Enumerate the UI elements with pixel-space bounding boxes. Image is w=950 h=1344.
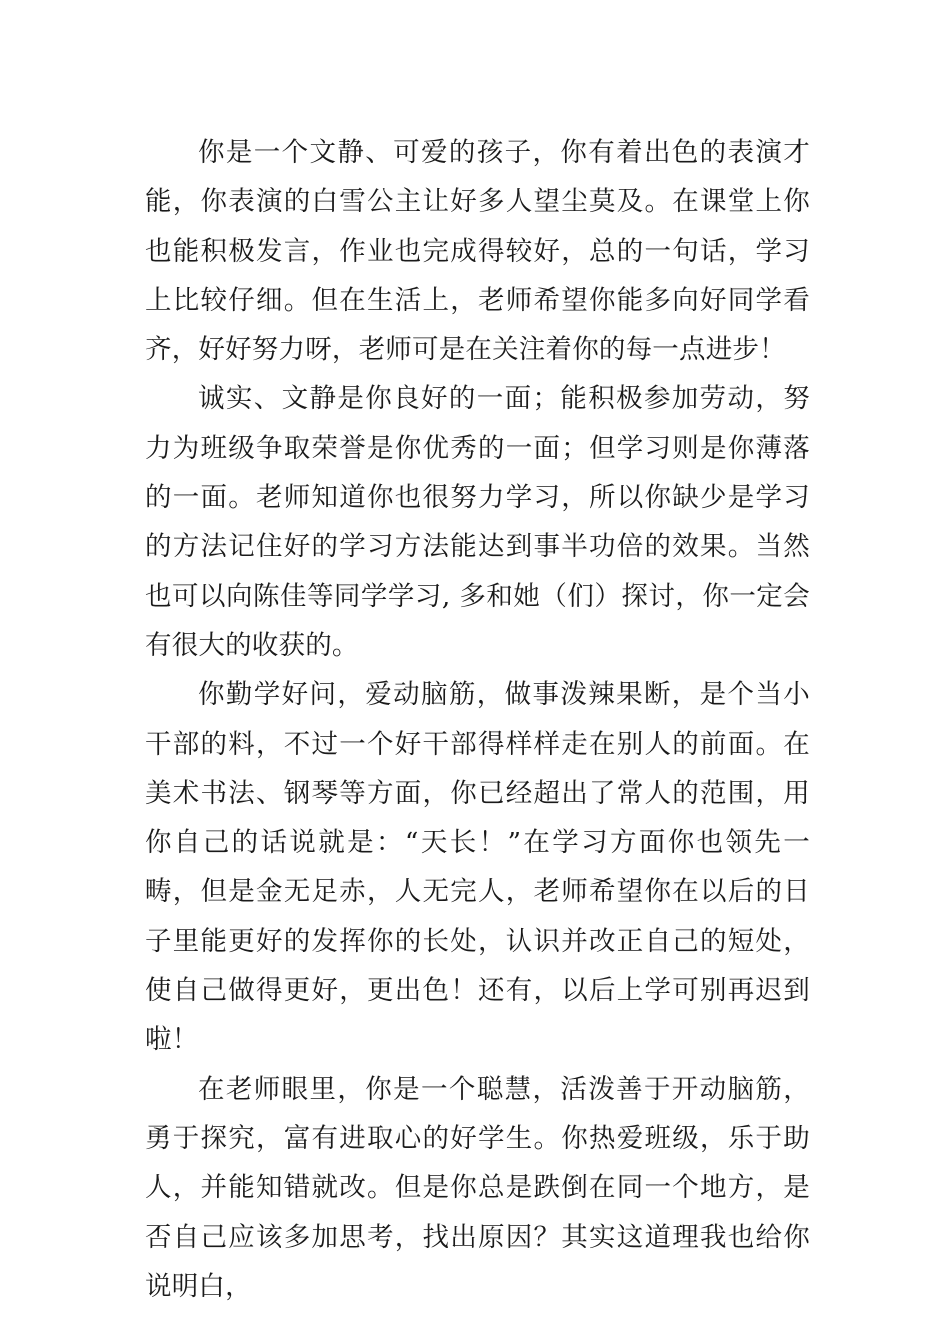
paragraph-3: 你勤学好问，爱动脑筋，做事泼辣果断，是个当小干部的料，不过一个好干部得样样走在别人的前面。在美术书法、钢琴等方面，你已经超出了常人的范围，用你自己的话说就是：“天长！”在学习方面你也领先一畴，但是金无足赤，人无完人，老师希望你在以后的日子里能更好的发挥你的长处，认识并改正自己的短处，使自己做得更好，更出色！还有，以后上学可别再迟到啦！ [145,679,810,1056]
paragraph-4: 在老师眼里，你是一个聪慧，活泼善于开动脑筋，勇于探究，富有进取心的好学生。你热爱班级，乐于助人，并能知错就改。但是你总是跌倒在同一个地方，是否自己应该多加思考，找出原因？其实这道理我也给你说明白， [145,1073,810,1302]
paragraph-2: 诚实、文静是你良好的一面；能积极参加劳动，努力为班级争取荣誉是你优秀的一面；但学习则是你薄落的一面。老师知道你也很努力学习，所以你缺少是学习的方法记住好的学习方法能达到事半功倍的效果。当然也可以向陈佳等同学学习, 多和她（们）探讨，你一定会有很大的收获的。 [145,383,810,661]
paragraph-1: 你是一个文静、可爱的孩子，你有着出色的表演才能，你表演的白雪公主让好多人望尘莫及。在课堂上你也能积极发言，作业也完成得较好，总的一句话，学习上比较仔细。但在生活上，老师希望你能多向好同学看齐，好好努力呀，老师可是在关注着你的每一点进步！ [145,137,810,366]
document-body [145,128,810,1311]
